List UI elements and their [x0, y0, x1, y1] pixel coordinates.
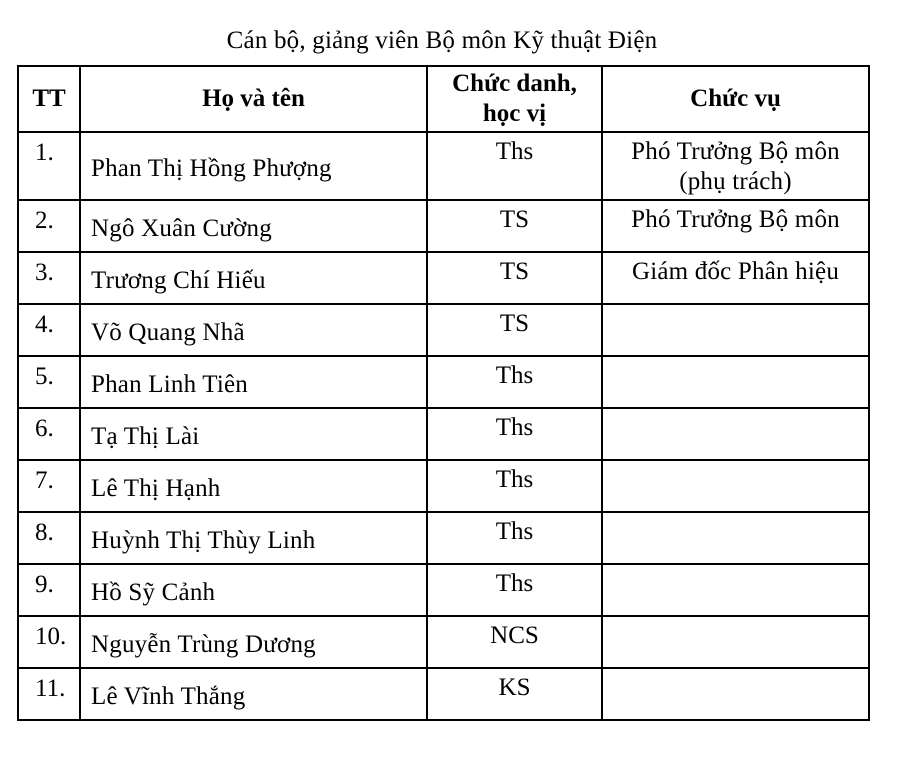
header-title — [427, 66, 602, 132]
row-name: Lê Thị Hạnh — [80, 460, 427, 512]
row-title: Ths — [427, 408, 602, 460]
table-row — [18, 132, 869, 200]
header-index: TT — [18, 66, 80, 132]
table-row — [18, 616, 869, 668]
row-name: Tạ Thị Lài — [80, 408, 427, 460]
row-index: 1. — [18, 132, 80, 200]
row-role — [602, 668, 869, 720]
page-title: Cán bộ, giảng viên Bộ môn Kỹ thuật Điện — [226, 27, 658, 54]
row-role — [602, 408, 869, 460]
table-row — [18, 668, 869, 720]
table-row — [18, 512, 869, 564]
row-name: Huỳnh Thị Thùy Linh — [80, 512, 427, 564]
header-title-line2: học vị — [482, 100, 547, 127]
row-title: Ths — [427, 132, 602, 200]
row-index: 7. — [18, 460, 80, 512]
row-title: Ths — [427, 460, 602, 512]
row-title: NCS — [427, 616, 602, 668]
header-title-line1: Chức danh, — [452, 70, 577, 97]
row-role-line2: (phụ trách) — [679, 168, 792, 195]
row-name: Trương Chí Hiếu — [80, 252, 427, 304]
row-title: Ths — [427, 512, 602, 564]
row-role — [602, 304, 869, 356]
row-name: Hồ Sỹ Cảnh — [80, 564, 427, 616]
row-name: Phan Linh Tiên — [80, 356, 427, 408]
table-row — [18, 304, 869, 356]
row-title: TS — [427, 252, 602, 304]
row-index: 5. — [18, 356, 80, 408]
row-role — [602, 460, 869, 512]
row-role — [602, 564, 869, 616]
row-index: 11. — [18, 668, 80, 720]
row-name: Nguyễn Trùng Dương — [80, 616, 427, 668]
table-row — [18, 252, 869, 304]
row-index: 10. — [18, 616, 80, 668]
row-role — [602, 512, 869, 564]
row-index: 4. — [18, 304, 80, 356]
row-title: TS — [427, 200, 602, 252]
table-row — [18, 200, 869, 252]
row-role-line1: Phó Trưởng Bộ môn — [631, 138, 840, 165]
row-index: 9. — [18, 564, 80, 616]
header-row — [18, 66, 869, 132]
row-name: Võ Quang Nhã — [80, 304, 427, 356]
row-index: 3. — [18, 252, 80, 304]
header-name: Họ và tên — [80, 66, 427, 132]
row-name: Lê Vĩnh Thắng — [80, 668, 427, 720]
row-index: 8. — [18, 512, 80, 564]
row-name: Ngô Xuân Cường — [80, 200, 427, 252]
table-row — [18, 408, 869, 460]
row-index: 2. — [18, 200, 80, 252]
row-role: Phó Trưởng Bộ môn — [602, 200, 869, 252]
row-title: KS — [427, 668, 602, 720]
table-row — [18, 460, 869, 512]
header-role: Chức vụ — [602, 66, 869, 132]
row-title: TS — [427, 304, 602, 356]
table-header — [18, 66, 869, 132]
row-name: Phan Thị Hồng Phượng — [80, 132, 427, 200]
row-role: Giám đốc Phân hiệu — [602, 252, 869, 304]
row-title: Ths — [427, 356, 602, 408]
table-row — [18, 564, 869, 616]
table-body — [18, 132, 869, 720]
row-role — [602, 356, 869, 408]
row-role — [602, 616, 869, 668]
row-role — [602, 132, 869, 200]
row-title: Ths — [427, 564, 602, 616]
staff-table — [17, 65, 870, 721]
table-row — [18, 356, 869, 408]
row-index: 6. — [18, 408, 80, 460]
